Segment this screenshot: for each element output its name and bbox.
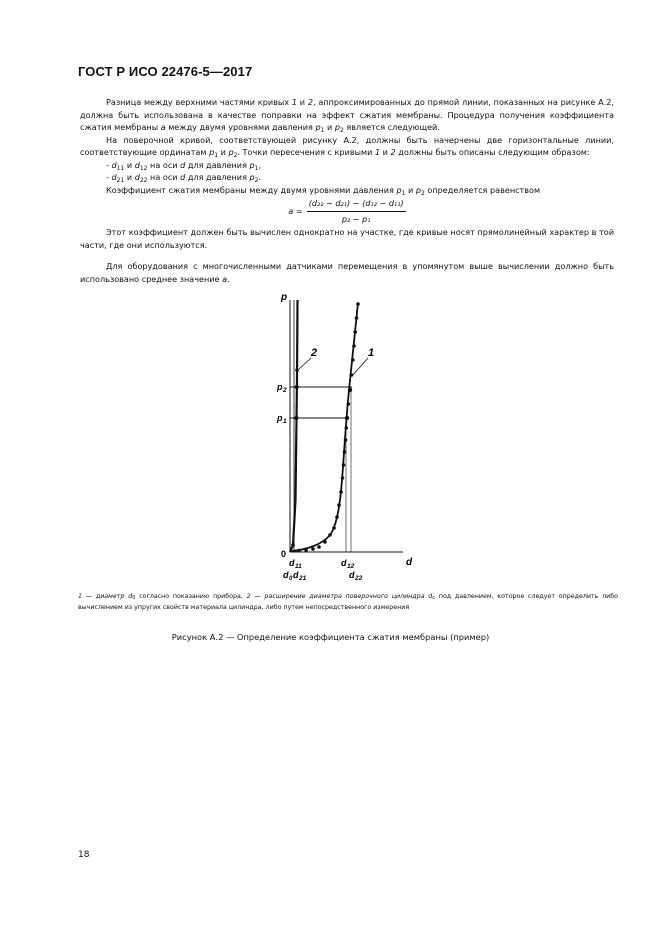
d22-label-sub: 22	[355, 575, 363, 582]
curve-1	[291, 303, 358, 551]
curve-1-label: 1	[368, 347, 375, 359]
list-item-2: - $d_{21}$ и $d_{22}$ на оси d для давления $p_2$.	[106, 172, 262, 184]
curve-2-label: 2	[311, 347, 318, 359]
origin-label: 0	[281, 549, 287, 559]
curve-2-markers	[291, 368, 299, 547]
d21-label: d	[293, 570, 299, 580]
curve-2	[290, 300, 298, 552]
d11-label-sub: 11	[295, 563, 302, 570]
figure-legend: 1 — диаметр $d_0$ согласно показанию прибора, 2 — расширение диаметра поверочного цилиндра $d_c$ под давлением, которое следует определить либо вычислением из упругих свойств материала цилиндра, либо путем непосредственного измерения	[78, 593, 619, 611]
d12-label: d	[341, 558, 347, 568]
curve-1-leader	[352, 358, 368, 376]
p2-label-sub: 2	[283, 387, 287, 394]
paragraph-5: Для оборудования с многочисленными датчиками перемещения в упомянутом выше вычислении должно быть использовано среднее значение a.	[80, 261, 614, 284]
paragraph-1: Разница между верхними частями кривых 1 и 2, аппроксимированных до прямой линии, показанных на рисунке А.2, должна быть использована в качестве поправки на эффект сжатия мембраны. Процедура получения коэффициента сжатия мембраны a между двумя уровнями давления $p_1$ и $p_2$ является следующей.	[80, 97, 615, 134]
x-axis-label: d	[406, 557, 413, 568]
curve-1-markers	[297, 302, 360, 552]
formula-denominator: p₂ − p₁	[341, 213, 371, 224]
page-number: 18	[78, 850, 90, 860]
formula-lhs: a =	[288, 205, 303, 216]
paragraph-3: Коэффициент сжатия мембраны между двумя уровнями давления $p_1$ и $p_2$ определяется равенством	[106, 184, 541, 197]
y-axis-label: p	[281, 292, 288, 303]
figure-title: Рисунок А.2 — Определение коэффициента сжатия мембраны (пример)	[171, 632, 490, 642]
d12-label-sub: 12	[347, 563, 355, 570]
p1-label: p	[277, 413, 283, 423]
formula-numerator: (d₂₂ − d₂₁) − (d₁₂ − d₁₁)	[307, 197, 406, 212]
d22-label: d	[349, 570, 355, 580]
list-item-1: - $d_{11}$ и $d_{12}$ на оси d для давления $p_1$,	[106, 159, 262, 172]
d11-label: d	[289, 558, 295, 568]
formula-fraction	[307, 197, 406, 225]
p2-label: p	[277, 382, 283, 392]
p1-label-sub: 1	[283, 418, 287, 425]
curve-2-leader	[299, 358, 311, 369]
paragraph-4: Этот коэффициент должен быть вычислен однократно на участке, где кривые носят прямолинейный характер в той части, где они используются.	[80, 227, 614, 250]
body-text	[80, 96, 614, 285]
page-header: ГОСТ Р ИСО 22476-5—2017	[78, 64, 253, 79]
d21-label-sub: 21	[299, 575, 307, 582]
d0-label: d	[283, 570, 289, 580]
paragraph-2: На поверочной кривой, соответствующей рисунку А.2, должны быть начерчены две горизонтальные линии, соответствующие ординатам $p_1$ и $p_2$. Точки пересечения с кривыми 1 и 2 должны быть описаны следующим образом:	[80, 134, 614, 159]
d0-label-sub: 0	[289, 576, 293, 582]
formula	[80, 196, 614, 226]
